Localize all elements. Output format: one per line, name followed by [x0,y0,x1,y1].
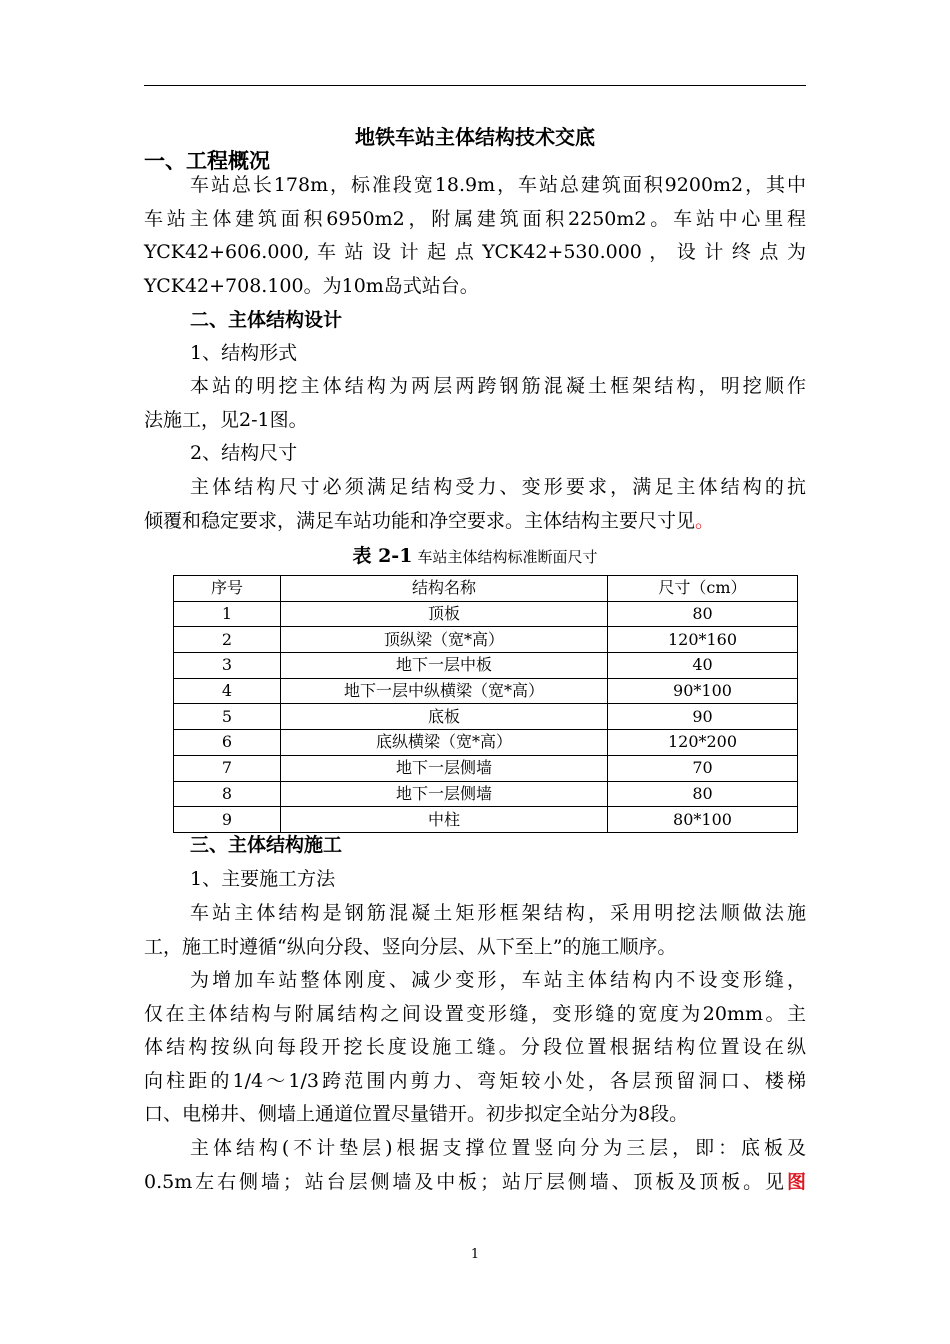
table-caption-number: 表 2-1 [352,545,413,567]
table-cell: 80*100 [608,807,798,833]
table-row [174,627,798,653]
table-cell: 中柱 [281,807,608,833]
column-header: 结构名称 [281,576,608,602]
section-1-paragraph [144,169,806,303]
table-row [174,704,798,730]
table-cell: 5 [174,704,281,730]
table-cell: 80 [608,601,798,627]
table-cell: 7 [174,755,281,781]
text-line: 仅在主体结构与附属结构之间设置变形缝，变形缝的宽度为20mm。主 [144,1002,806,1025]
table-row [174,781,798,807]
subsection-3-heading: 1、主要施工方法 [190,868,336,890]
table-row [174,601,798,627]
table-row [174,653,798,679]
text-segment: 0.5m左右侧墙；站台层侧墙及中板；站厅层侧墙、顶板及顶板。见 [144,1170,787,1193]
text-line: 车站主体结构是钢筋混凝土矩形框架结构，采用明挖法顺做法施 [190,902,806,924]
section-1-heading: 一、工程概况 [144,148,270,173]
figure-reference-link: 图 [786,1170,806,1193]
subsection-2-paragraph [144,471,806,538]
section-3-heading: 三、主体结构施工 [190,834,343,856]
column-header: 尺寸（cm） [608,576,798,602]
text-line: 为增加车站整体刚度、减少变形，车站主体结构内不设变形缝， [190,969,806,991]
text-line: 车站主体建筑面积6950m2，附属建筑面积2250m2。车站中心里程 [144,207,806,230]
subsection-1-paragraph [144,370,806,437]
table-cell: 6 [174,730,281,756]
subsection-1-heading: 1、结构形式 [190,342,298,364]
table-cell: 9 [174,807,281,833]
table-caption-text: 车站主体结构标准断面尺寸 [417,548,598,566]
table-caption [144,543,806,570]
text-line: 口、电梯井、侧墙上通道位置尽量错开。初步拟定全站分为8段。 [144,1103,689,1125]
table-cell: 4 [174,678,281,704]
text-line: YCK42+606.000, 车 站 设 计 起 点 YCK42+530.000 ， 设 计 终 点 为 [144,241,806,263]
table-row [174,678,798,704]
table-cell: 120*160 [608,627,798,653]
construction-paragraph-2 [144,964,806,1132]
header-rule [144,85,806,86]
table-cell: 120*200 [608,730,798,756]
text-line [144,505,806,539]
table-cell: 3 [174,653,281,679]
section-2-heading: 二、主体结构设计 [190,309,343,331]
text-line: 向柱距的1/4～1/3跨范围内剪力、弯矩较小处，各层预留洞口、楼梯 [144,1069,806,1092]
document-title: 地铁车站主体结构技术交底 [355,125,595,149]
table-cell: 40 [608,653,798,679]
table-cell: 2 [174,627,281,653]
table-row [174,730,798,756]
table-cell: 地下一层中纵横梁（宽*高） [281,678,608,704]
text-line [144,1166,806,1200]
table-cell: 70 [608,755,798,781]
text-line: 主体结构(不计垫层)根据支撑位置竖向分为三层，即：底板及 [190,1137,806,1159]
page-number: 1 [470,1247,480,1262]
column-header: 序号 [174,576,281,602]
construction-paragraph-1 [144,897,806,964]
table-cell: 1 [174,601,281,627]
table-cell: 90 [608,704,798,730]
red-period-mark: 。 [695,509,715,532]
table-cell: 地下一层侧墙 [281,781,608,807]
table-cell: 90*100 [608,678,798,704]
subsection-2-heading: 2、结构尺寸 [190,442,298,464]
text-line: 本站的明挖主体结构为两层两跨钢筋混凝土框架结构，明挖顺作 [190,375,806,397]
dimensions-table [173,575,798,833]
table-cell: 8 [174,781,281,807]
table-cell: 顶板 [281,601,608,627]
table-row [174,755,798,781]
construction-paragraph-3 [144,1132,806,1199]
table-cell: 地下一层侧墙 [281,755,608,781]
table-cell: 地下一层中板 [281,653,608,679]
text-line: YCK42+708.100。为10m岛式站台。 [144,274,479,297]
text-line: 主体结构尺寸必须满足结构受力、变形要求，满足主体结构的抗 [190,476,806,498]
table-cell: 底纵横梁（宽*高） [281,730,608,756]
text-line: 体结构按纵向每段开挖长度设施工缝。分段位置根据结构位置设在纵 [144,1036,806,1058]
text-line: 工，施工时遵循“纵向分段、竖向分层、从下至上”的施工顺序。 [144,935,677,958]
text-line: 车站总长178m，标准段宽18.9m，车站总建筑面积9200m2，其中 [190,174,806,196]
table-header-row [174,576,798,602]
table-cell: 底板 [281,704,608,730]
text-line: 法施工，见2-1图。 [144,408,308,431]
table-cell: 80 [608,781,798,807]
table-cell: 顶纵梁（宽*高） [281,627,608,653]
text-segment: 倾覆和稳定要求，满足车站功能和净空要求。主体结构主要尺寸见 [144,509,696,532]
